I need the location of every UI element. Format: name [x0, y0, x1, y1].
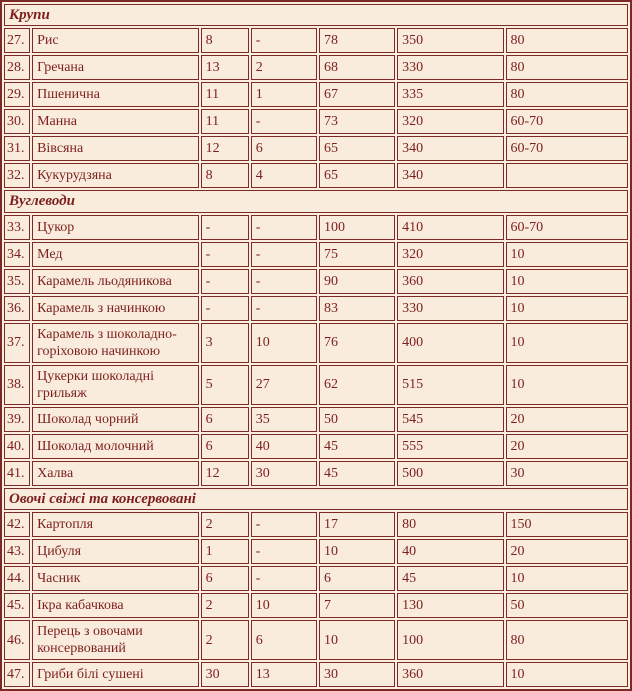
row-number-cell: 29.	[4, 82, 30, 107]
value-cell: 515	[397, 365, 503, 405]
value-cell: 340	[397, 136, 503, 161]
row-number-cell: 31.	[4, 136, 30, 161]
value-cell: 40	[397, 539, 503, 564]
row-number-cell: 35.	[4, 269, 30, 294]
value-cell	[506, 163, 629, 188]
section-title: Овочі свіжі та консервовані	[4, 488, 628, 510]
row-number-cell: 32.	[4, 163, 30, 188]
row-number-cell: 44.	[4, 566, 30, 591]
product-name-cell: Шоколад молочний	[32, 434, 199, 459]
value-cell: 340	[397, 163, 503, 188]
table-row	[4, 215, 628, 240]
value-cell: 17	[319, 512, 395, 537]
value-cell: 30	[251, 461, 317, 486]
table-row	[4, 55, 628, 80]
table-row	[4, 620, 628, 660]
row-number-cell: 42.	[4, 512, 30, 537]
value-cell: 100	[397, 620, 503, 660]
value-cell: 320	[397, 109, 503, 134]
value-cell: 10	[506, 365, 629, 405]
row-number-cell: 28.	[4, 55, 30, 80]
table-row	[4, 28, 628, 53]
value-cell: 410	[397, 215, 503, 240]
value-cell: -	[251, 28, 317, 53]
product-name-cell: Карамель з начинкою	[32, 296, 199, 321]
value-cell: -	[201, 215, 249, 240]
value-cell: 6	[319, 566, 395, 591]
value-cell: -	[251, 109, 317, 134]
value-cell: 10	[506, 296, 629, 321]
row-number-cell: 43.	[4, 539, 30, 564]
value-cell: 13	[201, 55, 249, 80]
row-number-cell: 27.	[4, 28, 30, 53]
value-cell: 83	[319, 296, 395, 321]
value-cell: 12	[201, 136, 249, 161]
value-cell: 80	[506, 55, 629, 80]
product-name-cell: Манна	[32, 109, 199, 134]
value-cell: 27	[251, 365, 317, 405]
value-cell: 45	[397, 566, 503, 591]
value-cell: -	[251, 269, 317, 294]
value-cell: 30	[506, 461, 629, 486]
section-header-row	[4, 190, 628, 212]
value-cell: 60-70	[506, 109, 629, 134]
value-cell: 320	[397, 242, 503, 267]
value-cell: 50	[319, 407, 395, 432]
value-cell: -	[251, 539, 317, 564]
value-cell: 45	[319, 461, 395, 486]
value-cell: 8	[201, 163, 249, 188]
value-cell: 6	[201, 434, 249, 459]
table-row	[4, 512, 628, 537]
value-cell: 2	[251, 55, 317, 80]
row-number-cell: 37.	[4, 323, 30, 363]
value-cell: 30	[319, 662, 395, 687]
table-row	[4, 434, 628, 459]
value-cell: 2	[201, 512, 249, 537]
table-row	[4, 323, 628, 363]
product-name-cell: Пшенична	[32, 82, 199, 107]
value-cell: 555	[397, 434, 503, 459]
value-cell: 4	[251, 163, 317, 188]
value-cell: 12	[201, 461, 249, 486]
product-name-cell: Гриби білі сушені	[32, 662, 199, 687]
value-cell: -	[251, 566, 317, 591]
value-cell: 76	[319, 323, 395, 363]
value-cell: 360	[397, 662, 503, 687]
product-name-cell: Карамель з шоколадно-горіховою начинкою	[32, 323, 199, 363]
value-cell: 10	[251, 593, 317, 618]
value-cell: 20	[506, 434, 629, 459]
table-row	[4, 82, 628, 107]
row-number-cell: 41.	[4, 461, 30, 486]
value-cell: 30	[201, 662, 249, 687]
row-number-cell: 30.	[4, 109, 30, 134]
value-cell: 65	[319, 163, 395, 188]
table-row	[4, 461, 628, 486]
value-cell: -	[251, 296, 317, 321]
value-cell: 335	[397, 82, 503, 107]
value-cell: 20	[506, 407, 629, 432]
value-cell: 40	[251, 434, 317, 459]
value-cell: 10	[506, 269, 629, 294]
value-cell: 75	[319, 242, 395, 267]
table-row	[4, 407, 628, 432]
table-row	[4, 163, 628, 188]
table-row	[4, 365, 628, 405]
value-cell: 60-70	[506, 215, 629, 240]
value-cell: 7	[319, 593, 395, 618]
value-cell: 545	[397, 407, 503, 432]
value-cell: 2	[201, 620, 249, 660]
row-number-cell: 45.	[4, 593, 30, 618]
row-number-cell: 38.	[4, 365, 30, 405]
row-number-cell: 46.	[4, 620, 30, 660]
value-cell: 11	[201, 109, 249, 134]
product-name-cell: Картопля	[32, 512, 199, 537]
value-cell: 80	[506, 28, 629, 53]
row-number-cell: 39.	[4, 407, 30, 432]
table-row	[4, 539, 628, 564]
value-cell: -	[201, 296, 249, 321]
product-name-cell: Цукор	[32, 215, 199, 240]
table-row	[4, 269, 628, 294]
value-cell: 90	[319, 269, 395, 294]
value-cell: 500	[397, 461, 503, 486]
value-cell: 67	[319, 82, 395, 107]
value-cell: 6	[251, 136, 317, 161]
value-cell: 13	[251, 662, 317, 687]
value-cell: 6	[201, 407, 249, 432]
table-row	[4, 296, 628, 321]
value-cell: 2	[201, 593, 249, 618]
value-cell: -	[251, 215, 317, 240]
value-cell: 78	[319, 28, 395, 53]
product-name-cell: Халва	[32, 461, 199, 486]
value-cell: 1	[251, 82, 317, 107]
table-row	[4, 242, 628, 267]
table-row	[4, 566, 628, 591]
row-number-cell: 33.	[4, 215, 30, 240]
table-row	[4, 593, 628, 618]
product-name-cell: Мед	[32, 242, 199, 267]
value-cell: 8	[201, 28, 249, 53]
product-name-cell: Гречана	[32, 55, 199, 80]
product-name-cell: Цукерки шоколадні грильяж	[32, 365, 199, 405]
value-cell: 10	[506, 242, 629, 267]
row-number-cell: 34.	[4, 242, 30, 267]
value-cell: 80	[506, 82, 629, 107]
value-cell: 65	[319, 136, 395, 161]
value-cell: 62	[319, 365, 395, 405]
row-number-cell: 40.	[4, 434, 30, 459]
value-cell: 10	[506, 566, 629, 591]
section-header-row	[4, 4, 628, 26]
table-row	[4, 109, 628, 134]
value-cell: 60-70	[506, 136, 629, 161]
value-cell: 45	[319, 434, 395, 459]
value-cell: 400	[397, 323, 503, 363]
product-name-cell: Цибуля	[32, 539, 199, 564]
value-cell: 10	[319, 539, 395, 564]
value-cell: 1	[201, 539, 249, 564]
row-number-cell: 47.	[4, 662, 30, 687]
product-name-cell: Вівсяна	[32, 136, 199, 161]
value-cell: -	[251, 242, 317, 267]
value-cell: 68	[319, 55, 395, 80]
value-cell: 11	[201, 82, 249, 107]
product-name-cell: Ікра кабачкова	[32, 593, 199, 618]
section-title: Вуглеводи	[4, 190, 628, 212]
value-cell: 150	[506, 512, 629, 537]
value-cell: 350	[397, 28, 503, 53]
value-cell: 100	[319, 215, 395, 240]
value-cell: 10	[506, 323, 629, 363]
value-cell: 10	[251, 323, 317, 363]
table-row	[4, 136, 628, 161]
value-cell: 5	[201, 365, 249, 405]
product-name-cell: Перець з овочами консервований	[32, 620, 199, 660]
value-cell: 3	[201, 323, 249, 363]
value-cell: 20	[506, 539, 629, 564]
value-cell: 10	[319, 620, 395, 660]
value-cell: -	[201, 269, 249, 294]
product-name-cell: Шоколад чорний	[32, 407, 199, 432]
value-cell: 35	[251, 407, 317, 432]
section-header-row	[4, 488, 628, 510]
section-title: Крупи	[4, 4, 628, 26]
value-cell: -	[251, 512, 317, 537]
product-name-cell: Карамель льодяникова	[32, 269, 199, 294]
value-cell: 6	[251, 620, 317, 660]
value-cell: 50	[506, 593, 629, 618]
value-cell: 80	[397, 512, 503, 537]
product-name-cell: Рис	[32, 28, 199, 53]
product-name-cell: Часник	[32, 566, 199, 591]
value-cell: 330	[397, 296, 503, 321]
value-cell: 6	[201, 566, 249, 591]
product-name-cell: Кукурудзяна	[32, 163, 199, 188]
table-body	[4, 4, 628, 687]
value-cell: 10	[506, 662, 629, 687]
value-cell: -	[201, 242, 249, 267]
value-cell: 80	[506, 620, 629, 660]
value-cell: 73	[319, 109, 395, 134]
value-cell: 360	[397, 269, 503, 294]
table-row	[4, 662, 628, 687]
value-cell: 130	[397, 593, 503, 618]
value-cell: 330	[397, 55, 503, 80]
row-number-cell: 36.	[4, 296, 30, 321]
